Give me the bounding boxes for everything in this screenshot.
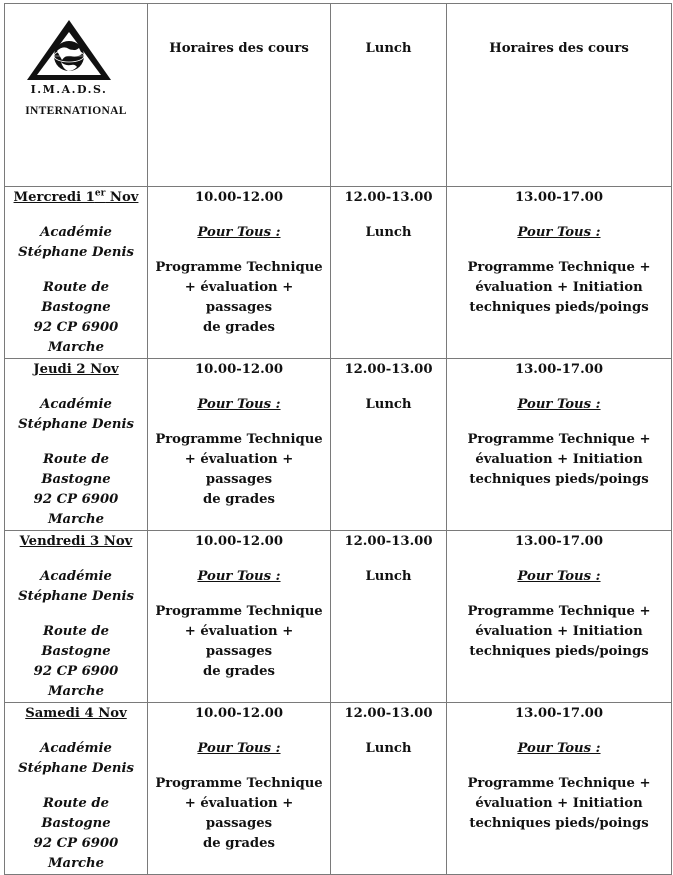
lunch-label: Lunch <box>365 741 412 756</box>
schedule-table <box>4 3 672 875</box>
morning-cell <box>148 359 331 531</box>
morning-program-line-3: de grades <box>203 492 275 507</box>
address-line-1: Route de Bastogne <box>41 452 111 487</box>
header-course-hours-morning: Horaires des cours <box>148 4 331 187</box>
day-date <box>8 360 144 380</box>
venue-line-2: Stéphane Denis <box>18 417 134 432</box>
afternoon-program-line-3: techniques pieds/poings <box>469 472 649 487</box>
afternoon-cell <box>447 531 672 703</box>
afternoon-cell <box>447 703 672 875</box>
afternoon-audience-label: Pour Tous : <box>517 741 601 756</box>
lunch-time: 12.00-13.00 <box>344 190 433 205</box>
afternoon-program-line-2: évaluation + Initiation <box>475 452 643 467</box>
address-line-3: Marche <box>47 856 105 871</box>
afternoon-time: 13.00-17.00 <box>514 706 604 721</box>
imads-logo <box>17 18 137 118</box>
schedule-body <box>5 4 672 875</box>
header-row <box>5 4 672 187</box>
header-course-hours-afternoon: Horaires des cours <box>447 4 672 187</box>
venue-line-1: Académie <box>40 397 112 412</box>
day-date-prefix: Samedi 4 Nov <box>25 706 127 721</box>
address-line-2: 92 CP 6900 <box>33 664 119 679</box>
venue-line-2: Stéphane Denis <box>18 245 134 260</box>
lunch-cell <box>331 703 447 875</box>
address-line-1: Route de Bastogne <box>41 280 111 315</box>
morning-time: 10.00-12.00 <box>194 534 284 549</box>
afternoon-time: 13.00-17.00 <box>514 190 604 205</box>
morning-cell <box>148 531 331 703</box>
address-line-3: Marche <box>47 512 105 527</box>
lunch-cell <box>331 187 447 359</box>
address-line-2: 92 CP 6900 <box>33 320 119 335</box>
address-line-1: Route de Bastogne <box>41 796 111 831</box>
morning-time: 10.00-12.00 <box>194 362 284 377</box>
afternoon-program-line-1: Programme Technique + <box>467 776 651 791</box>
day-date <box>8 704 144 724</box>
venue-line-2: Stéphane Denis <box>18 589 134 604</box>
morning-program-line-2: + évaluation + passages <box>184 452 294 487</box>
morning-time: 10.00-12.00 <box>194 706 284 721</box>
lunch-cell <box>331 531 447 703</box>
day-date-suffix: Nov <box>105 190 139 205</box>
day-info-cell <box>5 703 148 875</box>
lunch-label: Lunch <box>365 397 412 412</box>
day-date-sup: er <box>94 188 106 199</box>
lunch-cell <box>331 359 447 531</box>
day-date <box>8 532 144 552</box>
afternoon-program-line-3: techniques pieds/poings <box>469 644 649 659</box>
venue-line-2: Stéphane Denis <box>18 761 134 776</box>
afternoon-program-line-2: évaluation + Initiation <box>475 796 643 811</box>
day-info-cell <box>5 531 148 703</box>
morning-audience-label: Pour Tous : <box>197 225 281 240</box>
morning-time: 10.00-12.00 <box>194 190 284 205</box>
afternoon-program-line-1: Programme Technique + <box>467 604 651 619</box>
afternoon-program-line-1: Programme Technique + <box>467 260 651 275</box>
lunch-time: 12.00-13.00 <box>344 706 433 721</box>
day-row <box>5 359 672 531</box>
day-info-cell <box>5 359 148 531</box>
morning-program-line-1: Programme Technique <box>155 776 323 791</box>
afternoon-time: 13.00-17.00 <box>514 534 604 549</box>
lunch-time: 12.00-13.00 <box>344 534 433 549</box>
day-row <box>5 703 672 875</box>
afternoon-program-line-2: évaluation + Initiation <box>475 280 643 295</box>
day-date-prefix: Vendredi 3 Nov <box>19 534 133 549</box>
morning-audience-label: Pour Tous : <box>197 397 281 412</box>
morning-program-line-3: de grades <box>203 836 275 851</box>
day-row <box>5 531 672 703</box>
afternoon-cell <box>447 187 672 359</box>
morning-cell <box>148 187 331 359</box>
morning-program-line-3: de grades <box>203 320 275 335</box>
morning-program-line-1: Programme Technique <box>155 260 323 275</box>
morning-cell <box>148 703 331 875</box>
morning-audience-label: Pour Tous : <box>197 569 281 584</box>
address-line-2: 92 CP 6900 <box>33 492 119 507</box>
lunch-label: Lunch <box>365 569 412 584</box>
afternoon-audience-label: Pour Tous : <box>517 569 601 584</box>
afternoon-program-line-2: évaluation + Initiation <box>475 624 643 639</box>
morning-program-line-2: + évaluation + passages <box>184 624 294 659</box>
venue-line-1: Académie <box>40 741 112 756</box>
morning-program-line-3: de grades <box>203 664 275 679</box>
lunch-time: 12.00-13.00 <box>344 362 433 377</box>
afternoon-program-line-1: Programme Technique + <box>467 432 651 447</box>
address-line-3: Marche <box>47 684 105 699</box>
day-date <box>8 188 144 208</box>
afternoon-program-line-3: techniques pieds/poings <box>469 816 649 831</box>
venue-line-1: Académie <box>40 569 112 584</box>
morning-audience-label: Pour Tous : <box>197 741 281 756</box>
morning-program-line-2: + évaluation + passages <box>184 796 294 831</box>
morning-program-line-1: Programme Technique <box>155 604 323 619</box>
day-date-prefix: Mercredi 1 <box>13 190 95 205</box>
day-row <box>5 187 672 359</box>
afternoon-cell <box>447 359 672 531</box>
morning-program-line-2: + évaluation + passages <box>184 280 294 315</box>
svg-text:INTERNATIONAL: INTERNATIONAL <box>25 105 127 117</box>
address-line-1: Route de Bastogne <box>41 624 111 659</box>
svg-text:I.M.A.D.S.: I.M.A.D.S. <box>30 83 108 96</box>
afternoon-time: 13.00-17.00 <box>514 362 604 377</box>
logo-cell <box>5 4 148 187</box>
morning-program-line-1: Programme Technique <box>155 432 323 447</box>
lunch-label: Lunch <box>365 225 412 240</box>
afternoon-audience-label: Pour Tous : <box>517 225 601 240</box>
day-info-cell <box>5 187 148 359</box>
afternoon-audience-label: Pour Tous : <box>517 397 601 412</box>
afternoon-program-line-3: techniques pieds/poings <box>469 300 649 315</box>
address-line-2: 92 CP 6900 <box>33 836 119 851</box>
header-lunch: Lunch <box>331 4 447 187</box>
day-date-prefix: Jeudi 2 Nov <box>33 362 119 377</box>
venue-line-1: Académie <box>40 225 112 240</box>
address-line-3: Marche <box>47 340 105 355</box>
